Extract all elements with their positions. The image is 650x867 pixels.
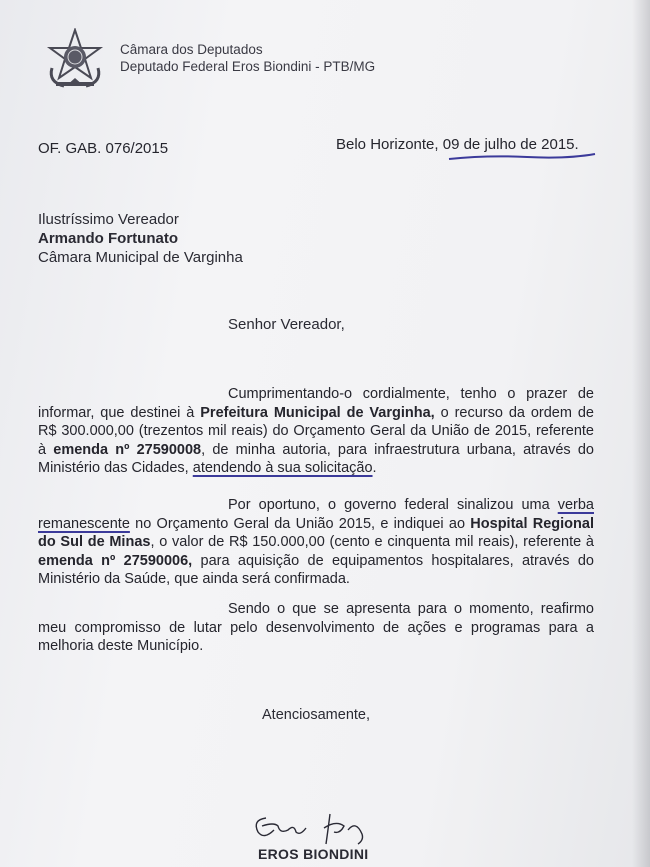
p1-text-4: . <box>372 460 377 476</box>
document-reference: OF. GAB. 076/2015 <box>38 140 169 157</box>
p1-underlined: atendendo à sua solicitação <box>192 460 373 476</box>
letterhead <box>44 28 464 98</box>
letterhead-text <box>120 41 375 75</box>
handwritten-signature <box>244 800 394 850</box>
paragraph-2 <box>38 496 594 589</box>
deputy-name: Deputado Federal Eros Biondini - PTB/MG <box>120 59 376 74</box>
p2-text-4: para aquisição de equipamentos hospitalares, através do Ministério da Saúde, que ainda será confirmada. <box>38 552 594 587</box>
institution-name: Câmara dos Deputados <box>120 42 263 57</box>
p2-underlined: verba remanescente <box>38 497 594 532</box>
p2-text-2: no Orçamento Geral da União 2015, e indiquei ao <box>129 515 471 532</box>
addressee-title: Ilustríssimo Vereador <box>38 211 179 228</box>
paragraph-3: Sendo o que se apresenta para o momento, reafirmo meu compromisso de lutar pelo desenvolvimento de ações e programas para a melhoria deste Município. <box>38 601 594 654</box>
addressee-block <box>38 210 243 267</box>
date: 09 de julho de 2015. <box>442 136 579 153</box>
date-handwritten-underline <box>447 151 597 163</box>
addressee-institution: Câmara Municipal de Varginha <box>38 249 243 266</box>
brazil-coat-of-arms-icon <box>44 28 106 92</box>
p1-bold-1: Prefeitura Municipal de Varginha, <box>200 404 435 421</box>
p1-text-2: o recurso da ordem de R$ 300.000,00 (trezentos mil reais) do Orçamento Geral da União de 2015, referente à <box>38 404 594 458</box>
p2-bold-1: Hospital Regional do Sul de Minas <box>38 515 594 550</box>
p1-bold-2: emenda nº 27590008 <box>53 441 202 458</box>
closing: Atenciosamente, <box>262 707 371 723</box>
p2-bold-2: emenda nº 27590006, <box>38 552 193 569</box>
signatory-name: EROS BIONDINI <box>258 846 369 862</box>
p1-text-3: , de minha autoria, para infraestrutura urbana, através do Ministério das Cidades, <box>38 441 594 476</box>
addressee-name: Armando Fortunato <box>38 230 178 247</box>
p2-text-3: , o valor de R$ 150.000,00 (cento e cinquenta mil reais), referente à <box>150 534 594 550</box>
salutation: Senhor Vereador, <box>228 316 345 333</box>
p1-text-1: Cumprimentando-o cordialmente, tenho o prazer de informar, que destinei à <box>38 386 594 421</box>
paragraph-1 <box>38 385 594 478</box>
place: Belo Horizonte, <box>336 136 439 153</box>
p2-text-1: Por oportuno, o governo federal sinalizou uma <box>228 497 558 513</box>
